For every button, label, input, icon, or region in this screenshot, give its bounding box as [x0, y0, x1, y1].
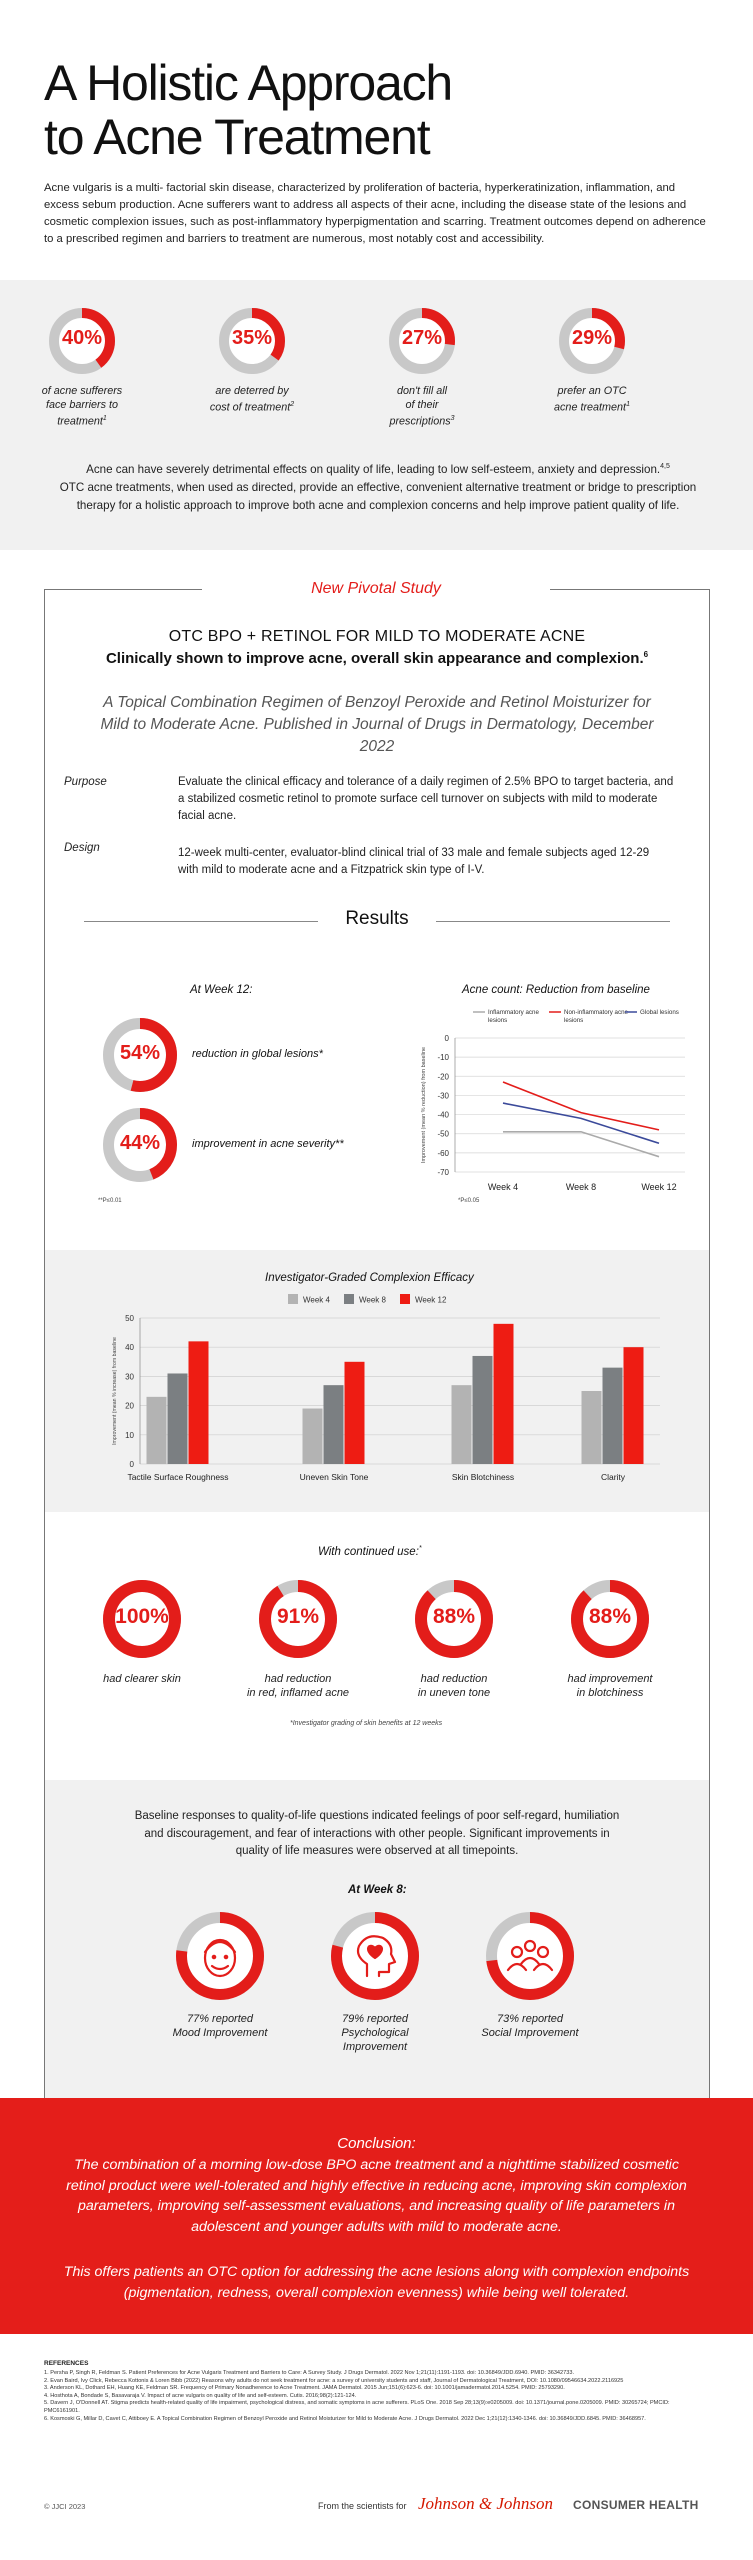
intro-paragraph: Acne vulgaris is a multi- factorial skin disease, characterized by proliferation of bacteria, hyperkeratinization, inflammation, and excess sebum production. Acne sufferers want to address all aspects of their acne, including the disease state of the lesions and cosmetic complexion issues, such as post-inflammatory hyperpigmentation and scarring. Treatment outcomes depend on adherence to a prescribed regimen and barriers to treatment are numerous, most notably cost and accessibility.	[44, 182, 706, 245]
week8-caption	[160, 2012, 280, 2040]
continued-caption-line-1: had reduction	[264, 1673, 332, 1685]
stats-text-2: OTC acne treatments, when used as directed, provide an effective, convenient alternative treatment or bridge to prescription therapy for a holistic approach to improve both acne and complexion concerns and help improve patient quality of life.	[59, 480, 697, 512]
line-ytick: -40	[437, 1110, 449, 1120]
continued-caption	[399, 1672, 509, 1700]
week8-stat	[160, 1912, 280, 2040]
continued-caption-line-1: had reduction	[420, 1673, 488, 1685]
continued-pct: 88%	[432, 1605, 476, 1628]
continued-stat	[87, 1580, 197, 1686]
continued-caption-line-2: in red, inflamed acne	[246, 1687, 350, 1699]
barrier-caption-text: cost of treatment	[209, 401, 291, 414]
continued-stat	[555, 1580, 665, 1700]
design-label: Design	[64, 842, 100, 854]
barrier-caption	[372, 384, 472, 429]
barrier-caption-line-1: of acne sufferers	[41, 385, 123, 397]
line-ytick: -60	[437, 1148, 449, 1158]
continued-stat	[243, 1580, 353, 1700]
study-claim	[60, 650, 694, 667]
line-legend-label: Inflammatory acne lesions	[488, 1009, 539, 1024]
week8-caption-line-2: Mood Improvement	[172, 2027, 268, 2039]
barrier-sup: 1	[626, 401, 630, 408]
footer-from: From the scientists for	[318, 2501, 407, 2511]
bar	[603, 1368, 623, 1464]
barrier-sup: 3	[450, 415, 455, 422]
bar-xtick: Tactile Surface Roughness	[127, 1472, 229, 1482]
barrier-caption-text: face barriers to treatment	[45, 399, 118, 428]
continued-heading	[318, 1545, 422, 1558]
continued-caption-line-1: had improvement	[567, 1673, 653, 1685]
reference-item: 5. Davern J, O'Donnell AT. Stigma predicts health-related quality of life impairment, psychological distress, and somatic symptoms in acne sufferers. PLoS One. 2018 Sep 28;13(9):e0205009. doi: 10.1371/journal.pone.0205009. PMID: 30265724; PMCID: PMC6161901.	[44, 2400, 670, 2414]
reference-item: 4. Hosthota A, Bondade S, Basavaraja V. Impact of acne vulgaris on quality of life and self-esteem. Cutis. 2016;98(2):121-124.	[44, 2392, 357, 2399]
bar-ytick: 20	[125, 1401, 134, 1411]
line-chart-footnote: *P≤0.05	[458, 1198, 480, 1204]
continued-caption-line-2: in uneven tone	[417, 1687, 491, 1699]
page-title	[44, 56, 452, 164]
line-chart	[395, 1000, 695, 1220]
study-reference	[90, 692, 664, 758]
continued-caption-line-1: had clearer skin	[103, 1673, 181, 1685]
continued-caption	[555, 1672, 665, 1700]
line-ytick: -10	[437, 1053, 449, 1063]
line-ytick: -30	[437, 1091, 449, 1101]
conclusion-paragraph-2: This offers patients an OTC option for addressing the acne lesions along with complexion endpoints (pigmentation, redness, overall complexion evenness) while being well tolerated.	[63, 2264, 690, 2301]
barrier-caption	[202, 384, 302, 415]
bar-ytick: 10	[125, 1430, 134, 1440]
barrier-caption-line-1: don't fill all	[396, 385, 448, 397]
footer-copyright: © JJCI 2023	[44, 2502, 86, 2511]
continued-caption	[87, 1672, 197, 1686]
bar-legend-label: Week 4	[303, 1295, 330, 1305]
barrier-caption	[542, 384, 642, 415]
bar	[473, 1356, 493, 1464]
week8-caption-line-1: 77% reported	[186, 2013, 254, 2025]
continued-heading-text: With continued use:	[318, 1545, 419, 1558]
barrier-stat	[372, 308, 472, 429]
bar-legend-swatch	[288, 1294, 298, 1304]
barrier-pct: 40%	[61, 327, 103, 349]
study-claim-sup: 6	[643, 650, 649, 659]
barrier-caption	[32, 384, 132, 429]
line-ytick: -50	[437, 1129, 449, 1139]
barrier-caption-text: acne treatment	[554, 401, 627, 414]
bar-legend-swatch	[400, 1294, 410, 1304]
barrier-caption-line-2	[372, 398, 472, 429]
purpose-text: Evaluate the clinical efficacy and tolerance of a daily regimen of 2.5% BPO to target bacteria, and a stabilized cosmetic retinol to promote surface cell turnover on subjects with mild to moderate facial acne.	[178, 776, 674, 822]
continued-stat	[399, 1580, 509, 1700]
week8-caption-line-2: Psychological Improvement	[341, 2027, 409, 2053]
week8-heading: At Week 8:	[348, 1884, 407, 1896]
bar	[624, 1347, 644, 1464]
stats-text-1: Acne can have severely detrimental effects on quality of life, leading to low self-esteem, anxiety and depression.	[86, 462, 661, 476]
week8-caption-line-1: 73% reported	[496, 2013, 564, 2025]
line-ytick: -20	[437, 1072, 449, 1082]
bar-legend-label: Week 8	[359, 1295, 386, 1305]
week8-caption-line-1: 79% reported	[341, 2013, 409, 2025]
conclusion-paragraph-1: The combination of a morning low-dose BPO acne treatment and a nighttime stabilized cosmetic retinol product were well-tolerated and highly effective in reducing acne, improving skin complexion parameters, improving self-assessment evaluations, and increasing quality of life parameters in adolescent and younger adults with mild to moderate acne.	[66, 2157, 687, 2235]
conclusion-heading: Conclusion:	[337, 2135, 416, 2152]
continued-pct: 88%	[588, 1605, 632, 1628]
line-ytick: -70	[437, 1168, 449, 1177]
week8-caption	[315, 2012, 435, 2054]
brand-division: CONSUMER HEALTH	[573, 2498, 699, 2512]
line-ytick: 0	[444, 1034, 449, 1043]
continued-caption-line-2: in blotchiness	[576, 1687, 644, 1699]
barrier-caption-line-2	[32, 398, 132, 429]
barrier-stat	[202, 308, 302, 415]
week8-caption	[470, 2012, 590, 2040]
bar	[168, 1373, 188, 1464]
line-chart-title: Acne count: Reduction from baseline	[462, 984, 650, 996]
study-claim-text: Clinically shown to improve acne, overall skin appearance and complexion.	[105, 650, 644, 667]
bar-xtick: Clarity	[600, 1472, 626, 1482]
line-series-2	[503, 1103, 659, 1143]
barrier-caption-line-2	[202, 398, 302, 415]
bar	[189, 1341, 209, 1464]
week12-label: improvement in acne severity**	[192, 1138, 344, 1150]
barrier-stat	[542, 308, 642, 415]
barrier-stat	[32, 308, 132, 429]
reference-item: 2. Evan Baird, Ivy Click, Rebecca Kottonis & Loren Bibb (2022) Reasons why adults do not seek treatment for acne: a survey of university students and staff, Journal of Dermatological Treatment, DOI: 10.1080/09546634.2022.2116925	[44, 2377, 624, 2384]
bar	[452, 1385, 472, 1464]
bar-ytick: 30	[125, 1372, 134, 1382]
design-text: 12-week multi-center, evaluator-blind clinical trial of 33 male and female subjects aged 12-29 with mild to moderate acne and a Fitzpatrick skin type of I-V.	[178, 847, 650, 876]
study-ref-line-1: A Topical Combination Regimen of Benzoyl Peroxide and Retinol Moisturizer for	[103, 694, 651, 711]
week12-stat	[102, 1018, 178, 1092]
week8-donut	[176, 1912, 264, 2000]
references-heading: REFERENCES	[44, 2360, 89, 2367]
week12-footnote: **P≤0.01	[98, 1198, 122, 1204]
week12-pct: 44%	[119, 1132, 161, 1154]
bar-ytick: 50	[125, 1314, 134, 1323]
bar-legend-swatch	[344, 1294, 354, 1304]
week8-stat	[315, 1912, 435, 2054]
line-xtick: Week 4	[487, 1182, 519, 1192]
bar	[303, 1409, 323, 1464]
week8-caption-line-2: Social Improvement	[481, 2027, 579, 2039]
purpose-label: Purpose	[64, 776, 107, 788]
reference-item: 3. Anderson KL, Dothard EH, Huang KE, Feldman SR. Frequency of Primary Nonadherence to Acne Treatment. JAMA Dermatol. 2015 Jun;151(6):623-6. doi: 10.1001/jamadermatol.2014.5254. PMID: 25793290.	[44, 2385, 565, 2392]
continued-pct: 91%	[276, 1605, 320, 1628]
week8-donut	[486, 1912, 574, 2000]
bar-ytick: 40	[125, 1343, 134, 1353]
continued-footnote: *Investigator grading of skin benefits at 12 weeks	[290, 1720, 443, 1727]
bar-ytick: 0	[129, 1460, 134, 1469]
bar	[494, 1324, 514, 1464]
week12-pct: 54%	[119, 1042, 161, 1064]
bar-chart-title: Investigator-Graded Complexion Efficacy	[265, 1272, 474, 1284]
barrier-caption-line-1: prefer an OTC	[557, 385, 627, 397]
week12-stat	[102, 1108, 178, 1182]
continued-heading-sup: *	[418, 1545, 422, 1552]
study-heading: OTC BPO + RETINOL FOR MILD TO MODERATE ACNE	[168, 628, 586, 645]
brand-logo: Johnson & Johnson	[418, 2494, 554, 2513]
title-line-1: A Holistic Approach	[44, 55, 452, 111]
bar-xtick: Uneven Skin Tone	[299, 1472, 369, 1482]
results-heading: Results	[345, 908, 409, 929]
bar	[147, 1397, 167, 1464]
bar	[345, 1362, 365, 1464]
study-tag: New Pivotal Study	[311, 580, 441, 597]
title-line-2: to Acne Treatment	[44, 109, 430, 165]
barrier-sup: 2	[290, 401, 295, 408]
line-xtick: Week 8	[565, 1182, 597, 1192]
bar-xtick: Skin Blotchiness	[451, 1472, 515, 1482]
barrier-caption-line-1: are deterred by	[215, 385, 289, 397]
stats-summary	[44, 458, 712, 515]
barrier-sup: 1	[102, 415, 107, 422]
barrier-pct: 35%	[231, 327, 273, 349]
barrier-caption-line-2	[542, 398, 642, 415]
barrier-pct: 29%	[571, 327, 613, 349]
reference-item: 1. Persha P, Singh R, Feldman S. Patient Preferences for Acne Vulgaris Treatment and Barriers to Care: A Survey Study. J Drugs Dermatol. 2022 Nov 1;21(11):1191-1193. doi: 10.36849/JDD.6940. PMID: 36342733.	[44, 2370, 575, 2376]
study-ref-line-2: Mild to Moderate Acne. Published in Journal of Drugs in Dermatology, December 2022	[100, 716, 654, 755]
stats-text-1-sup: 4,5	[660, 463, 670, 470]
bar-ylabel: Improvement (mean % increase) from baseline	[112, 1337, 118, 1445]
line-legend-label: Global lesions	[640, 1009, 679, 1016]
line-legend-label: Non-inflammatory acne lesions	[564, 1009, 628, 1024]
barrier-pct: 27%	[401, 327, 443, 349]
references-list	[44, 2370, 694, 2423]
reference-item: 6. Kosmoski G, Millar D, Cavet C, Attiboey E. A Topical Combination Regimen of Benzoyl Peroxide and Retinol Moisturizer for Mild to Moderate Acne. J Drugs Dermatol. 2022 Dec 1;21(12):1340-1346. doi: 10.36849/JDD.6845. PMID: 36468957.	[44, 2415, 646, 2422]
qol-text: Baseline responses to quality-of-life questions indicated feelings of poor self-regard, humiliation and discouragement, and fear of interactions with other people. Significant improvements in quality of life measures were observed at all timepoints.	[134, 1810, 620, 1857]
week12-label: reduction in global lesions*	[192, 1048, 323, 1060]
line-ylabel: Improvement (mean % reduction) from baseline	[421, 1046, 427, 1164]
bar-chart	[90, 1292, 670, 1492]
line-xtick: Week 12	[641, 1182, 677, 1192]
continued-caption	[243, 1672, 353, 1700]
barrier-caption-text: of their prescriptions	[389, 399, 451, 428]
line-series-1	[503, 1082, 659, 1130]
bar	[324, 1385, 344, 1464]
bar-legend-label: Week 12	[415, 1295, 447, 1305]
week8-donut	[331, 1912, 419, 2000]
continued-pct: 100%	[115, 1605, 169, 1628]
week8-stat	[470, 1912, 590, 2040]
bar	[582, 1391, 602, 1464]
week12-heading: At Week 12:	[190, 984, 253, 996]
